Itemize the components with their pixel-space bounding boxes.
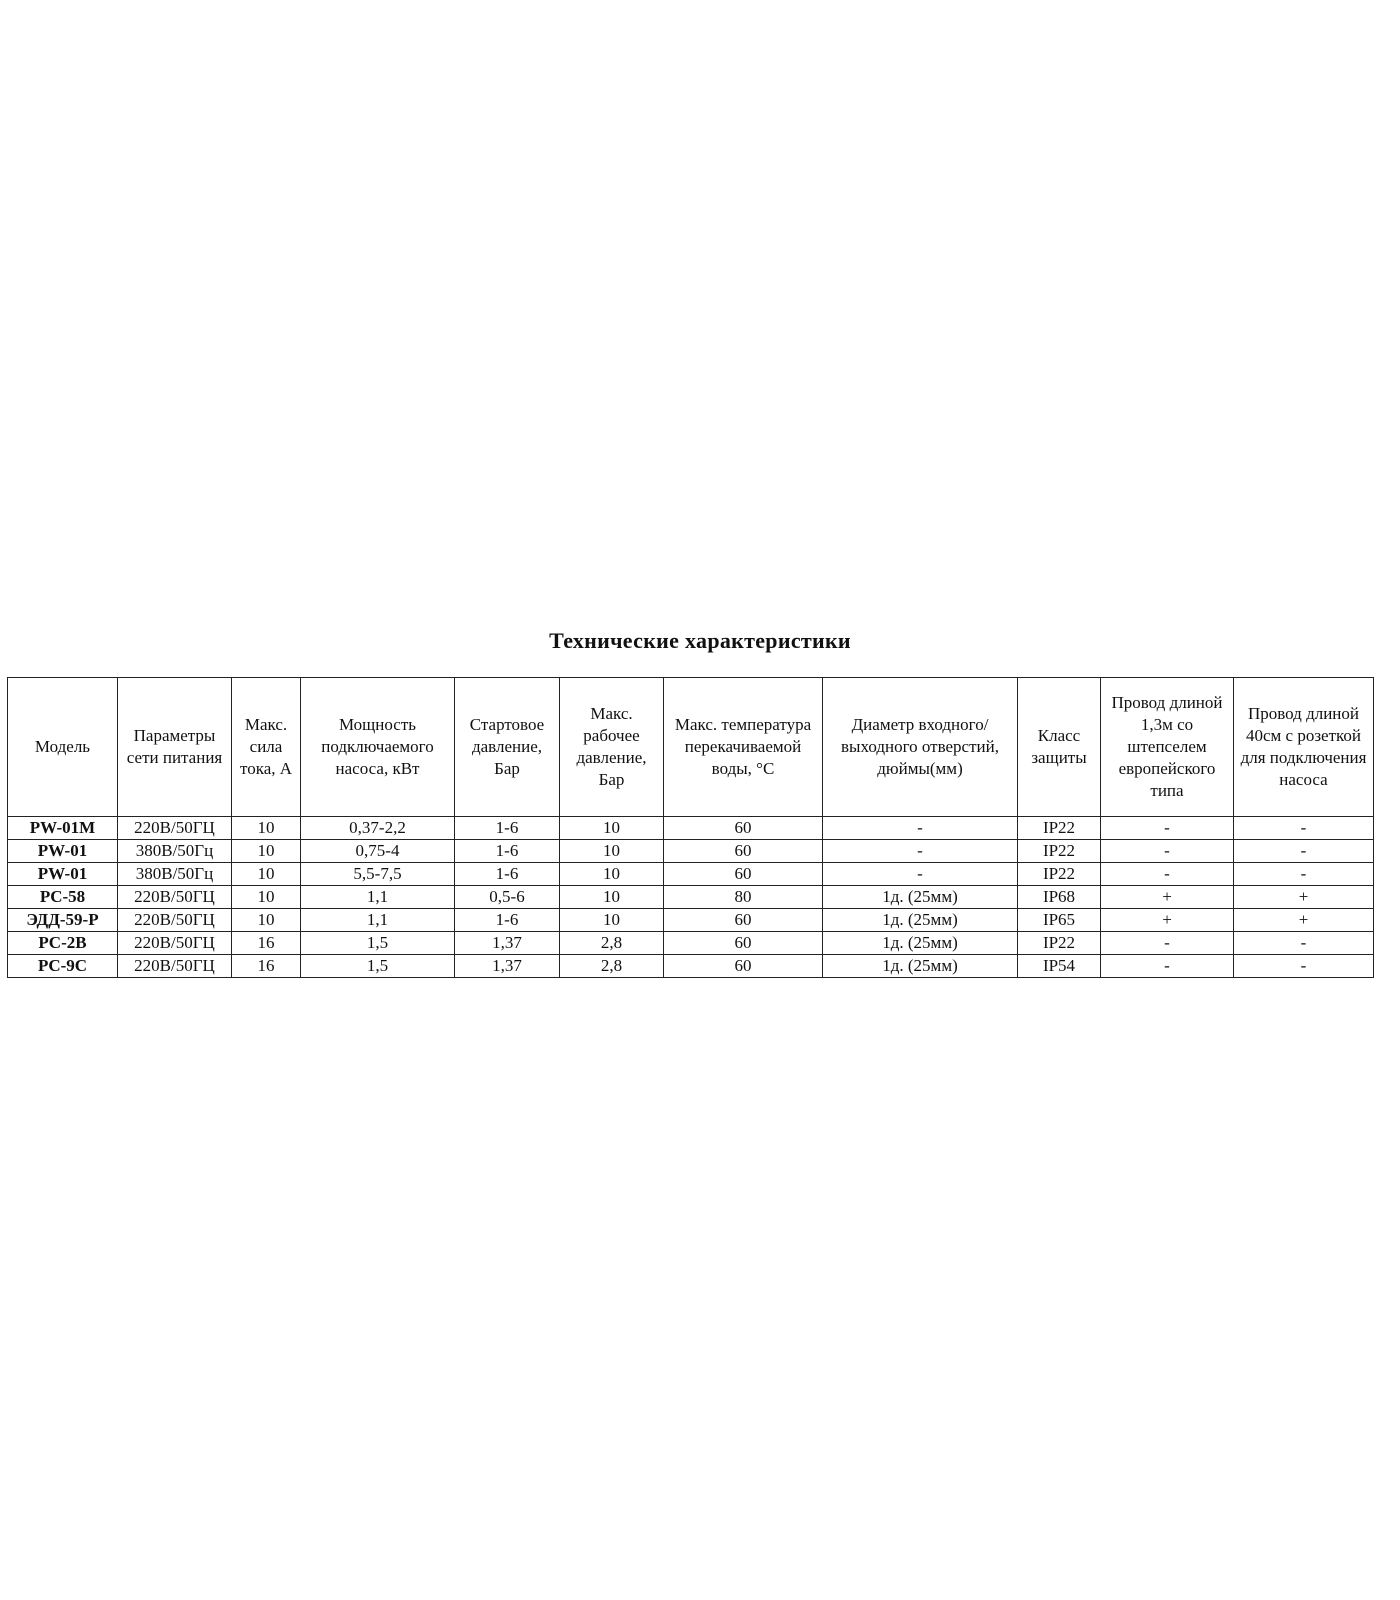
cell-pump-power: 5,5-7,5 (301, 863, 455, 886)
cell-power-supply: 380В/50Гц (118, 863, 232, 886)
cell-max-working-pressure: 10 (560, 886, 664, 909)
column-header-pump-power: Мощность подключаемого насоса, кВт (301, 678, 455, 817)
cell-pump-power: 0,37-2,2 (301, 817, 455, 840)
table-header-row (8, 678, 1374, 817)
column-header-power-supply: Параметры сети питания (118, 678, 232, 817)
cell-port-diameter: 1д. (25мм) (823, 932, 1018, 955)
cell-start-pressure: 1-6 (455, 817, 560, 840)
cell-socket-cable: + (1234, 909, 1374, 932)
table-row (8, 817, 1374, 840)
cell-plug-cable: - (1101, 817, 1234, 840)
cell-max-current: 10 (232, 840, 301, 863)
cell-port-diameter: 1д. (25мм) (823, 955, 1018, 978)
cell-socket-cable: + (1234, 886, 1374, 909)
cell-model: PC-58 (8, 886, 118, 909)
cell-socket-cable: - (1234, 863, 1374, 886)
cell-protection-class: IP22 (1018, 932, 1101, 955)
cell-port-diameter: - (823, 863, 1018, 886)
cell-port-diameter: 1д. (25мм) (823, 909, 1018, 932)
cell-max-current: 16 (232, 932, 301, 955)
cell-max-current: 10 (232, 863, 301, 886)
cell-protection-class: IP68 (1018, 886, 1101, 909)
column-header-socket-cable: Провод длиной 40см с розеткой для подключения насоса (1234, 678, 1374, 817)
cell-max-water-temperature: 60 (664, 840, 823, 863)
cell-port-diameter: - (823, 840, 1018, 863)
cell-start-pressure: 0,5-6 (455, 886, 560, 909)
cell-start-pressure: 1,37 (455, 932, 560, 955)
cell-socket-cable: - (1234, 955, 1374, 978)
cell-protection-class: IP22 (1018, 840, 1101, 863)
cell-max-current: 16 (232, 955, 301, 978)
column-header-port-diameter: Диаметр входного/выходного отверстий, дюймы(мм) (823, 678, 1018, 817)
table-row (8, 932, 1374, 955)
cell-pump-power: 0,75-4 (301, 840, 455, 863)
cell-power-supply: 220В/50ГЦ (118, 955, 232, 978)
cell-max-current: 10 (232, 886, 301, 909)
cell-socket-cable: - (1234, 840, 1374, 863)
cell-model: PW-01M (8, 817, 118, 840)
column-header-protection-class: Класс защиты (1018, 678, 1101, 817)
cell-max-working-pressure: 2,8 (560, 932, 664, 955)
column-header-max-water-temperature: Макс. температура перекачиваемой воды, °С (664, 678, 823, 817)
cell-max-water-temperature: 60 (664, 909, 823, 932)
cell-max-working-pressure: 10 (560, 817, 664, 840)
column-header-plug-cable: Провод длиной 1,3м со штепселем европейского типа (1101, 678, 1234, 817)
cell-start-pressure: 1-6 (455, 840, 560, 863)
cell-power-supply: 220В/50ГЦ (118, 886, 232, 909)
cell-power-supply: 220В/50ГЦ (118, 932, 232, 955)
cell-max-current: 10 (232, 817, 301, 840)
cell-plug-cable: - (1101, 955, 1234, 978)
column-header-max-working-pressure: Макс. рабочее давление, Бар (560, 678, 664, 817)
cell-pump-power: 1,5 (301, 955, 455, 978)
column-header-start-pressure: Стартовое давление, Бар (455, 678, 560, 817)
cell-max-water-temperature: 60 (664, 932, 823, 955)
cell-port-diameter: - (823, 817, 1018, 840)
column-header-model: Модель (8, 678, 118, 817)
cell-plug-cable: - (1101, 863, 1234, 886)
cell-start-pressure: 1-6 (455, 909, 560, 932)
table-row (8, 840, 1374, 863)
cell-protection-class: IP22 (1018, 863, 1101, 886)
page-title: Технические характеристики (549, 628, 851, 653)
cell-max-working-pressure: 10 (560, 840, 664, 863)
cell-model: PC-2B (8, 932, 118, 955)
cell-max-current: 10 (232, 909, 301, 932)
cell-protection-class: IP65 (1018, 909, 1101, 932)
cell-start-pressure: 1-6 (455, 863, 560, 886)
cell-max-water-temperature: 60 (664, 817, 823, 840)
cell-max-water-temperature: 60 (664, 955, 823, 978)
cell-pump-power: 1,1 (301, 886, 455, 909)
cell-port-diameter: 1д. (25мм) (823, 886, 1018, 909)
cell-plug-cable: + (1101, 909, 1234, 932)
cell-socket-cable: - (1234, 932, 1374, 955)
specifications-table (7, 677, 1374, 978)
cell-power-supply: 220В/50ГЦ (118, 817, 232, 840)
table-row (8, 909, 1374, 932)
cell-model: PW-01 (8, 863, 118, 886)
cell-protection-class: IP54 (1018, 955, 1101, 978)
cell-model: ЭДД-59-Р (8, 909, 118, 932)
cell-model: PC-9C (8, 955, 118, 978)
cell-max-working-pressure: 2,8 (560, 955, 664, 978)
cell-start-pressure: 1,37 (455, 955, 560, 978)
column-header-max-current: Макс. сила тока, А (232, 678, 301, 817)
cell-power-supply: 380В/50Гц (118, 840, 232, 863)
cell-pump-power: 1,1 (301, 909, 455, 932)
cell-model: PW-01 (8, 840, 118, 863)
cell-max-working-pressure: 10 (560, 909, 664, 932)
cell-socket-cable: - (1234, 817, 1374, 840)
cell-pump-power: 1,5 (301, 932, 455, 955)
cell-plug-cable: - (1101, 840, 1234, 863)
cell-protection-class: IP22 (1018, 817, 1101, 840)
table-row (8, 886, 1374, 909)
table-row (8, 955, 1374, 978)
cell-max-water-temperature: 60 (664, 863, 823, 886)
cell-max-water-temperature: 80 (664, 886, 823, 909)
cell-plug-cable: - (1101, 932, 1234, 955)
cell-power-supply: 220В/50ГЦ (118, 909, 232, 932)
cell-max-working-pressure: 10 (560, 863, 664, 886)
cell-plug-cable: + (1101, 886, 1234, 909)
table-row (8, 863, 1374, 886)
